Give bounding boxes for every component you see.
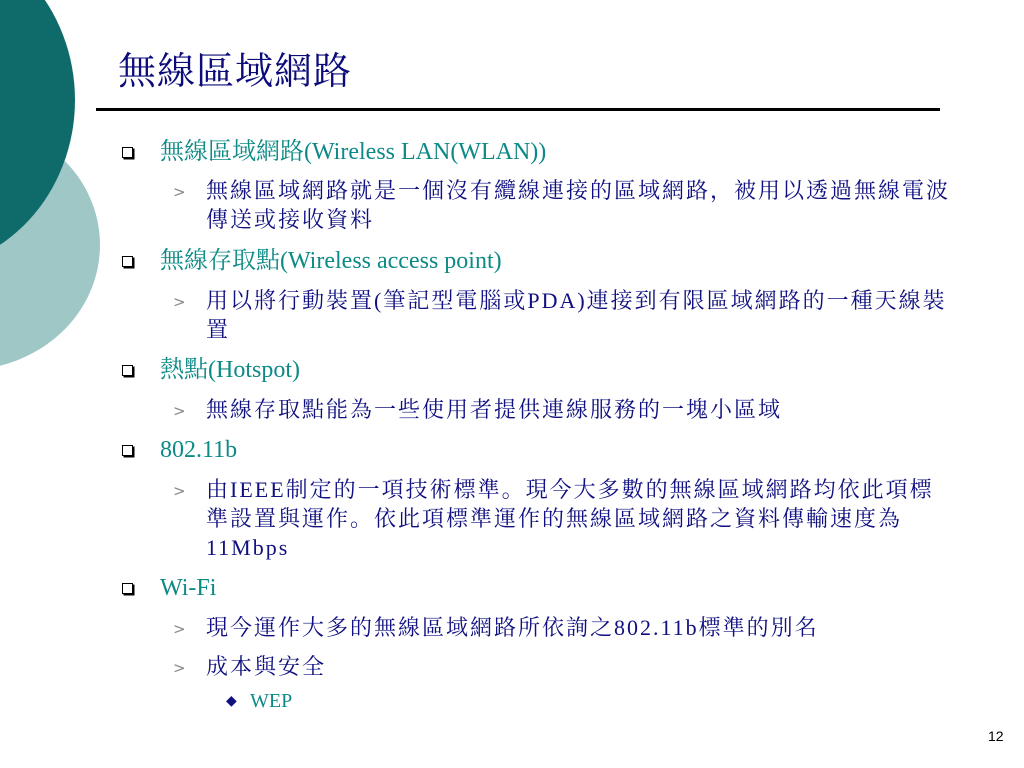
diamond-icon: ◆ — [226, 693, 237, 709]
sub-sub-bullet-text: WEP — [250, 690, 293, 712]
sub-bullet-item — [173, 286, 956, 344]
hollow-square-icon — [122, 583, 133, 594]
sub-bullet-text: 由IEEE制定的一項技術標準。現今大多數的無線區域網路均依此項標準設置與運作。依此項標準運作的無線區域網路之資料傳輸速度為11Mbps — [206, 477, 934, 560]
sub-bullet-item — [173, 395, 956, 424]
sub-bullet-item — [173, 475, 956, 562]
bullet-label: 熱點(Hotspot) — [160, 357, 300, 383]
sub-bullet-text: 用以將行動裝置(筆記型電腦或PDA)連接到有限區域網路的一種天線裝置 — [206, 288, 947, 342]
bullet-label: 802.11b — [160, 437, 238, 463]
sub-bullet-text: 現今運作大多的無線區域網路所依詢之802.11b標準的別名 — [206, 615, 819, 640]
chevron-right-icon: > — [173, 402, 186, 420]
chevron-right-icon: > — [173, 482, 186, 500]
bullet-label: Wi-Fi — [160, 575, 217, 601]
sub-bullet-text: 無線區域網路就是一個沒有纜線連接的區域網路，被用以透過無線電波傳送或接收資料 — [206, 178, 951, 232]
bullet-item — [160, 137, 546, 167]
sub-bullet-item — [173, 652, 956, 681]
sub-bullet-text: 無線存取點能為一些使用者提供連線服務的一塊小區域 — [206, 397, 783, 422]
hollow-square-icon — [122, 445, 133, 456]
bullet-item — [160, 435, 237, 465]
hollow-square-icon — [122, 256, 133, 267]
bullet-item — [160, 355, 300, 385]
sub-bullet-text: 成本與安全 — [206, 654, 327, 679]
chevron-right-icon: > — [173, 659, 186, 677]
chevron-right-icon: > — [173, 293, 186, 311]
sub-sub-bullet-item — [226, 688, 293, 714]
hollow-square-icon — [122, 147, 133, 158]
hollow-square-icon — [122, 365, 133, 376]
chevron-right-icon: > — [173, 620, 186, 638]
bullet-label: 無線區域網路(Wireless LAN(WLAN)) — [160, 139, 547, 165]
bullet-label: 無線存取點(Wireless access point) — [160, 248, 502, 274]
slide-title: 無線區域網路 — [118, 51, 353, 93]
sub-bullet-item — [173, 613, 956, 642]
bullet-item — [160, 246, 502, 276]
page-number: 12 — [988, 728, 1004, 744]
chevron-right-icon: > — [173, 183, 186, 201]
sub-bullet-item — [173, 176, 956, 234]
bullet-item — [160, 573, 216, 603]
